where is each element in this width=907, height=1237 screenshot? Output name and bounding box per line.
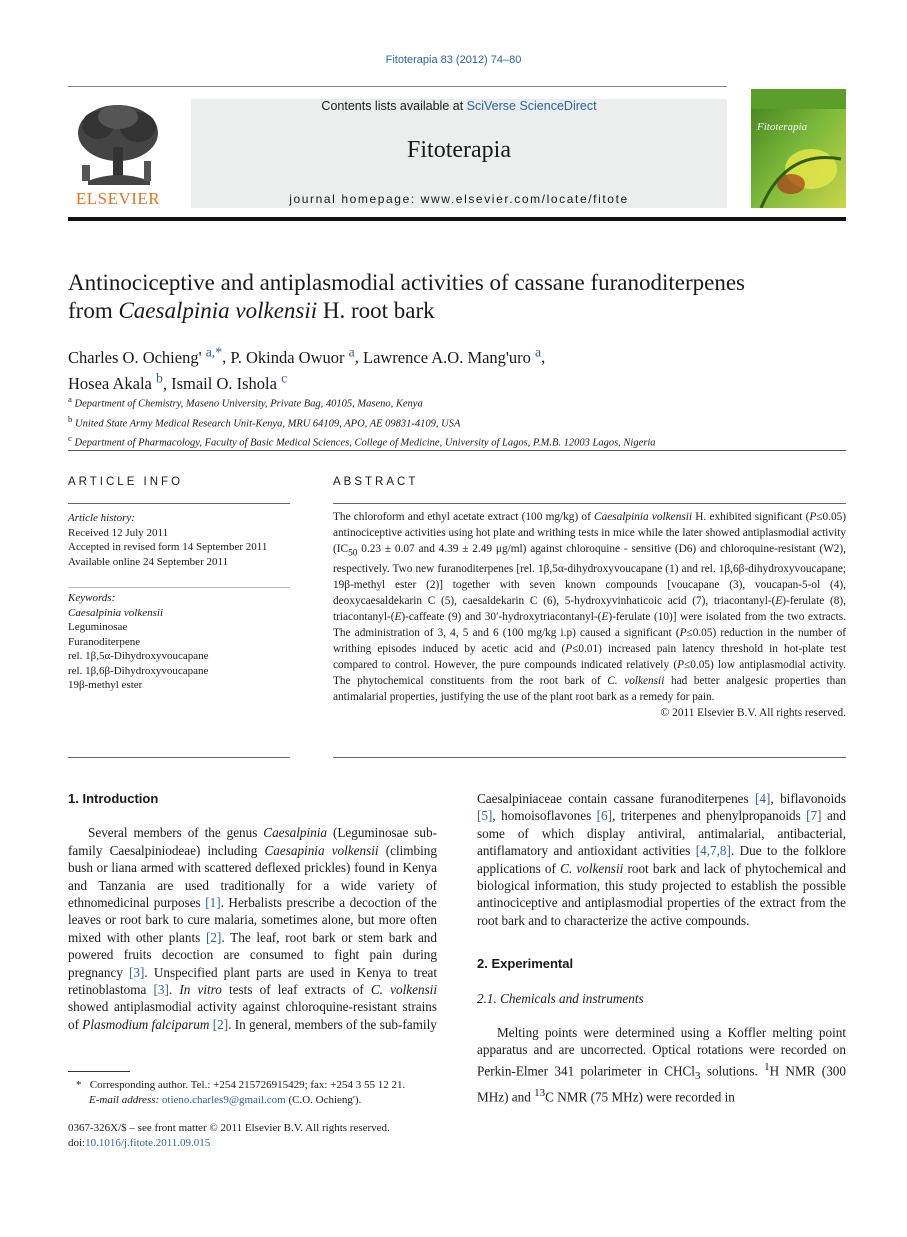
title-species: Caesalpinia volkensii: [118, 298, 318, 323]
keyword-item: 19β-methyl ester: [68, 679, 143, 691]
citation-link[interactable]: [1]: [205, 895, 221, 911]
journal-title: Fitoterapia: [407, 137, 511, 163]
sciencedirect-link[interactable]: SciVerse ScienceDirect: [466, 99, 597, 113]
history-rule: [68, 587, 290, 588]
citation-link[interactable]: [4,7,8]: [695, 843, 731, 859]
chemicals-subheading: 2.1. Chemicals and instruments: [477, 990, 644, 1006]
history-online: Available online 24 September 2011: [68, 555, 229, 568]
article-title: [68, 269, 858, 325]
abstract-rule: [333, 503, 846, 504]
publication-info: 0367-326X/$ – see front matter © 2011 Elsevier B.V. All rights reserved. doi:10.1016/j.fitote.2011.09.015: [68, 1121, 437, 1151]
email-link[interactable]: otieno.charles9@gmail.com: [161, 1093, 286, 1106]
cover-image-icon: [751, 89, 846, 208]
keywords-label: Keywords:: [68, 592, 116, 604]
introduction-continued: Caesalpiniaceae contain cassane furanoditerpenes [4], biflavonoids [5], homoisoflavones [6], triterpenes and phenylpropanoids [7] and some of which display antiviral, antimalarial, antibacterial, antiflamatory and antioxidant activities [4,7,8]. Due to the folklore applications of C. volkensii root bark and lack of phytochemical and biological information, this study projected to establish the possible antinociceptive and antiplasmodial properties of the extract from the root bark and to characterize the active compounds.: [477, 791, 846, 928]
contents-prefix: Contents lists available at: [321, 99, 467, 113]
article-info-rule: [68, 503, 290, 504]
author-list: Charles O. Ochieng' $^{a,*}$, P. Okinda Owuor $^a$, Lawrence A.O. Mang'uro $^a$, Hosea Akala $^b$, Ismail O. Ishola $^c$: [68, 344, 546, 393]
keyword-item: Caesalpinia volkensii: [68, 606, 164, 619]
experimental-heading: 2. Experimental: [477, 956, 574, 972]
author-2[interactable]: P. Okinda Owuor $^a$: [230, 344, 355, 367]
history-received: Received 12 July 2011: [68, 526, 169, 539]
citation-link[interactable]: [2]: [205, 929, 222, 945]
abstract-label: ABSTRACT: [333, 476, 419, 488]
history-revised: Accepted in revised form 14 September 2011: [68, 541, 268, 553]
citation-link[interactable]: [7]: [806, 808, 822, 824]
publisher-name: ELSEVIER: [75, 189, 161, 208]
affiliations: [68, 392, 858, 451]
abstract-text: The chloroform and ethyl acetate extract (100 mg/kg) of Caesalpinia volkensii H. exhibited significant (P≤0.05) antinociceptive activities using hot plate and writhing tests in mice while the later showed antiplasmodial activity ($IC_{50}$ 0.23 ± 0.07 and 4.39 ± 2.49 μg/ml) against chloroquine - sensitive (D6) and chloroquine-resistant (W2), respectively. Two new furanoditerpenes [rel. 1β,5α-dihydroxyvoucapane (1) and rel. 1β,6β-dihydroxyvoucapane; 19β-methyl ester (2)] together with seven known compounds [voucapane (3), voucapan-5-ol (4), deoxycaesaldekarin C (5), caesaldekarin C (6), 5-hydroxyvinhaticoic acid (7), triacontanyl-(E)-ferulate (8), triacontanyl-(E)-caffeate (9) and 30′-hydroxytriacontanyl-(E)-ferulate (10)] were isolated from the two extracts. The administration of 3, 4, 5 and 6 (100 mg/kg i.p) caused a significant (P≤0.05) reduction in the number of writhing episodes induced by acetic acid and (P≤0.01) increased pain latency threshold in hot-plate test compared to control. However, the pure compounds indicated relatively (P≤0.05) low antiplasmodial activity. The phytochemical constituents from the root bark of C. volkensii had better analgesic properties than antimalarial properties, justifying the use of the plant root bark as a remedy for pain.: [333, 511, 847, 704]
section-rule: [68, 450, 846, 451]
contents-line: [191, 99, 727, 113]
history-label: Article history:: [68, 512, 135, 524]
doi-link[interactable]: 10.1016/j.fitote.2011.09.015: [85, 1137, 211, 1149]
journal-reference[interactable]: Fitoterapia 83 (2012) 74–80: [385, 54, 522, 66]
footnote-rule: [68, 1071, 130, 1072]
title-line-2-suffix: H. root bark: [317, 298, 435, 323]
keyword-item: Furanoditerpene: [68, 635, 141, 648]
affiliation-c: $^c$ Department of Pharmacology, Faculty of Basic Medical Sciences, College of Medicine, University of Lagos, P.M.B. 12003 Lagos, Nigeria: [68, 433, 656, 449]
keyword-item: rel. 1β,6β-Dihydroxyvoucapane: [68, 664, 209, 677]
author-1[interactable]: Charles O. Ochieng' $^{a,*}$: [68, 344, 223, 367]
author-3[interactable]: Lawrence A.O. Mang'uro $^a$: [362, 344, 542, 367]
keyword-item: rel. 1β,5α-Dihydroxyvoucapane: [68, 650, 209, 662]
affiliation-a: $^a$ Department of Chemistry, Maseno University, Private Bag, 40105, Maseno, Kenya: [68, 394, 423, 410]
elsevier-logo[interactable]: [68, 95, 168, 210]
title-line-1: Antinociceptive and antiplasmodial activities of cassane furanoditerpenes: [68, 270, 745, 295]
citation-link[interactable]: [5]: [477, 808, 493, 824]
header-thick-rule: [68, 217, 846, 221]
abstract-copyright: © 2011 Elsevier B.V. All rights reserved.: [660, 707, 846, 720]
abstract-body: [333, 509, 846, 721]
introduction-heading: 1. Introduction: [68, 791, 159, 806]
corresponding-footnote: * Corresponding author. Tel.: +254 215726915429; fax: +254 3 55 12 21. E-mail address: otieno.charles9@gmail.com (C.O. Ochieng').: [76, 1079, 406, 1106]
introduction-paragraph: Several members of the genus Caesalpinia (Leguminosae sub-family Caesalpiniodeae) including Caesapinia volkensii (climbing bush or liana armed with scattered deflexed prickles) found in Kenya and Tanzania are used traditionally for a wide variety of ethnomedicinal purposes [1]. Herbalists prescribe a decoction of the leaves or root bark to cure malaria, sometimes alone, but more often mixed with other plants [2]. The leaf, root bark or stem bark and powered fruits decoction are consumed to fight pain during pregnancy [3]. Unspecified plant parts are used in Kenya to treat retinoblastoma [3]. In vitro tests of leaf extracts of C. volkensii showed antiplasmodial activity against chloroquine-resistant strains of Plasmodium falciparum [2]. In general, members of the sub-family: [68, 825, 438, 1032]
abstract-bottom-rule: [333, 757, 846, 758]
journal-cover[interactable]: [751, 89, 846, 208]
citation-link[interactable]: [2]: [212, 1016, 229, 1032]
citation-link[interactable]: [3]: [129, 964, 145, 980]
body-column-left: [68, 790, 437, 1033]
citation-link[interactable]: [4]: [755, 791, 771, 806]
cover-title: Fitoterapia: [757, 121, 808, 133]
citation-link[interactable]: [6]: [596, 808, 613, 824]
keyword-item: Leguminosae: [68, 621, 128, 633]
article-info-bottom-rule: [68, 757, 290, 758]
author-4[interactable]: Hosea Akala $^b$: [68, 370, 163, 393]
article-info-label: ARTICLE INFO: [68, 476, 184, 488]
keywords: [68, 591, 290, 693]
citation-link[interactable]: [3]: [153, 982, 169, 998]
experimental-paragraph: Melting points were determined using a Koffler melting point apparatus and are uncorrected. Optical rotations were recorded on Perkin-Elmer 341 polarimeter in CHCl$_3$ solutions. $^1$H NMR (300 MHz) and $^{13}$C NMR (75 MHz) were recorded in: [477, 1025, 846, 1105]
title-line-2-prefix: from: [68, 298, 119, 323]
header-rule: [68, 86, 727, 87]
issn-line: 0367-326X/$ – see front matter © 2011 Elsevier B.V. All rights reserved.: [68, 1122, 390, 1134]
affiliation-b: $^b$ United State Army Medical Research Unit-Kenya, MRU 64109, APO, AE 09831-4109, USA: [68, 413, 461, 429]
article-history: [68, 511, 290, 569]
body-column-right: [477, 790, 846, 1106]
journal-homepage[interactable]: journal homepage: www.elsevier.com/locate/fitote: [289, 192, 629, 206]
journal-masthead: [191, 99, 727, 208]
author-5[interactable]: Ismail O. Ishola $^c$: [171, 370, 288, 393]
